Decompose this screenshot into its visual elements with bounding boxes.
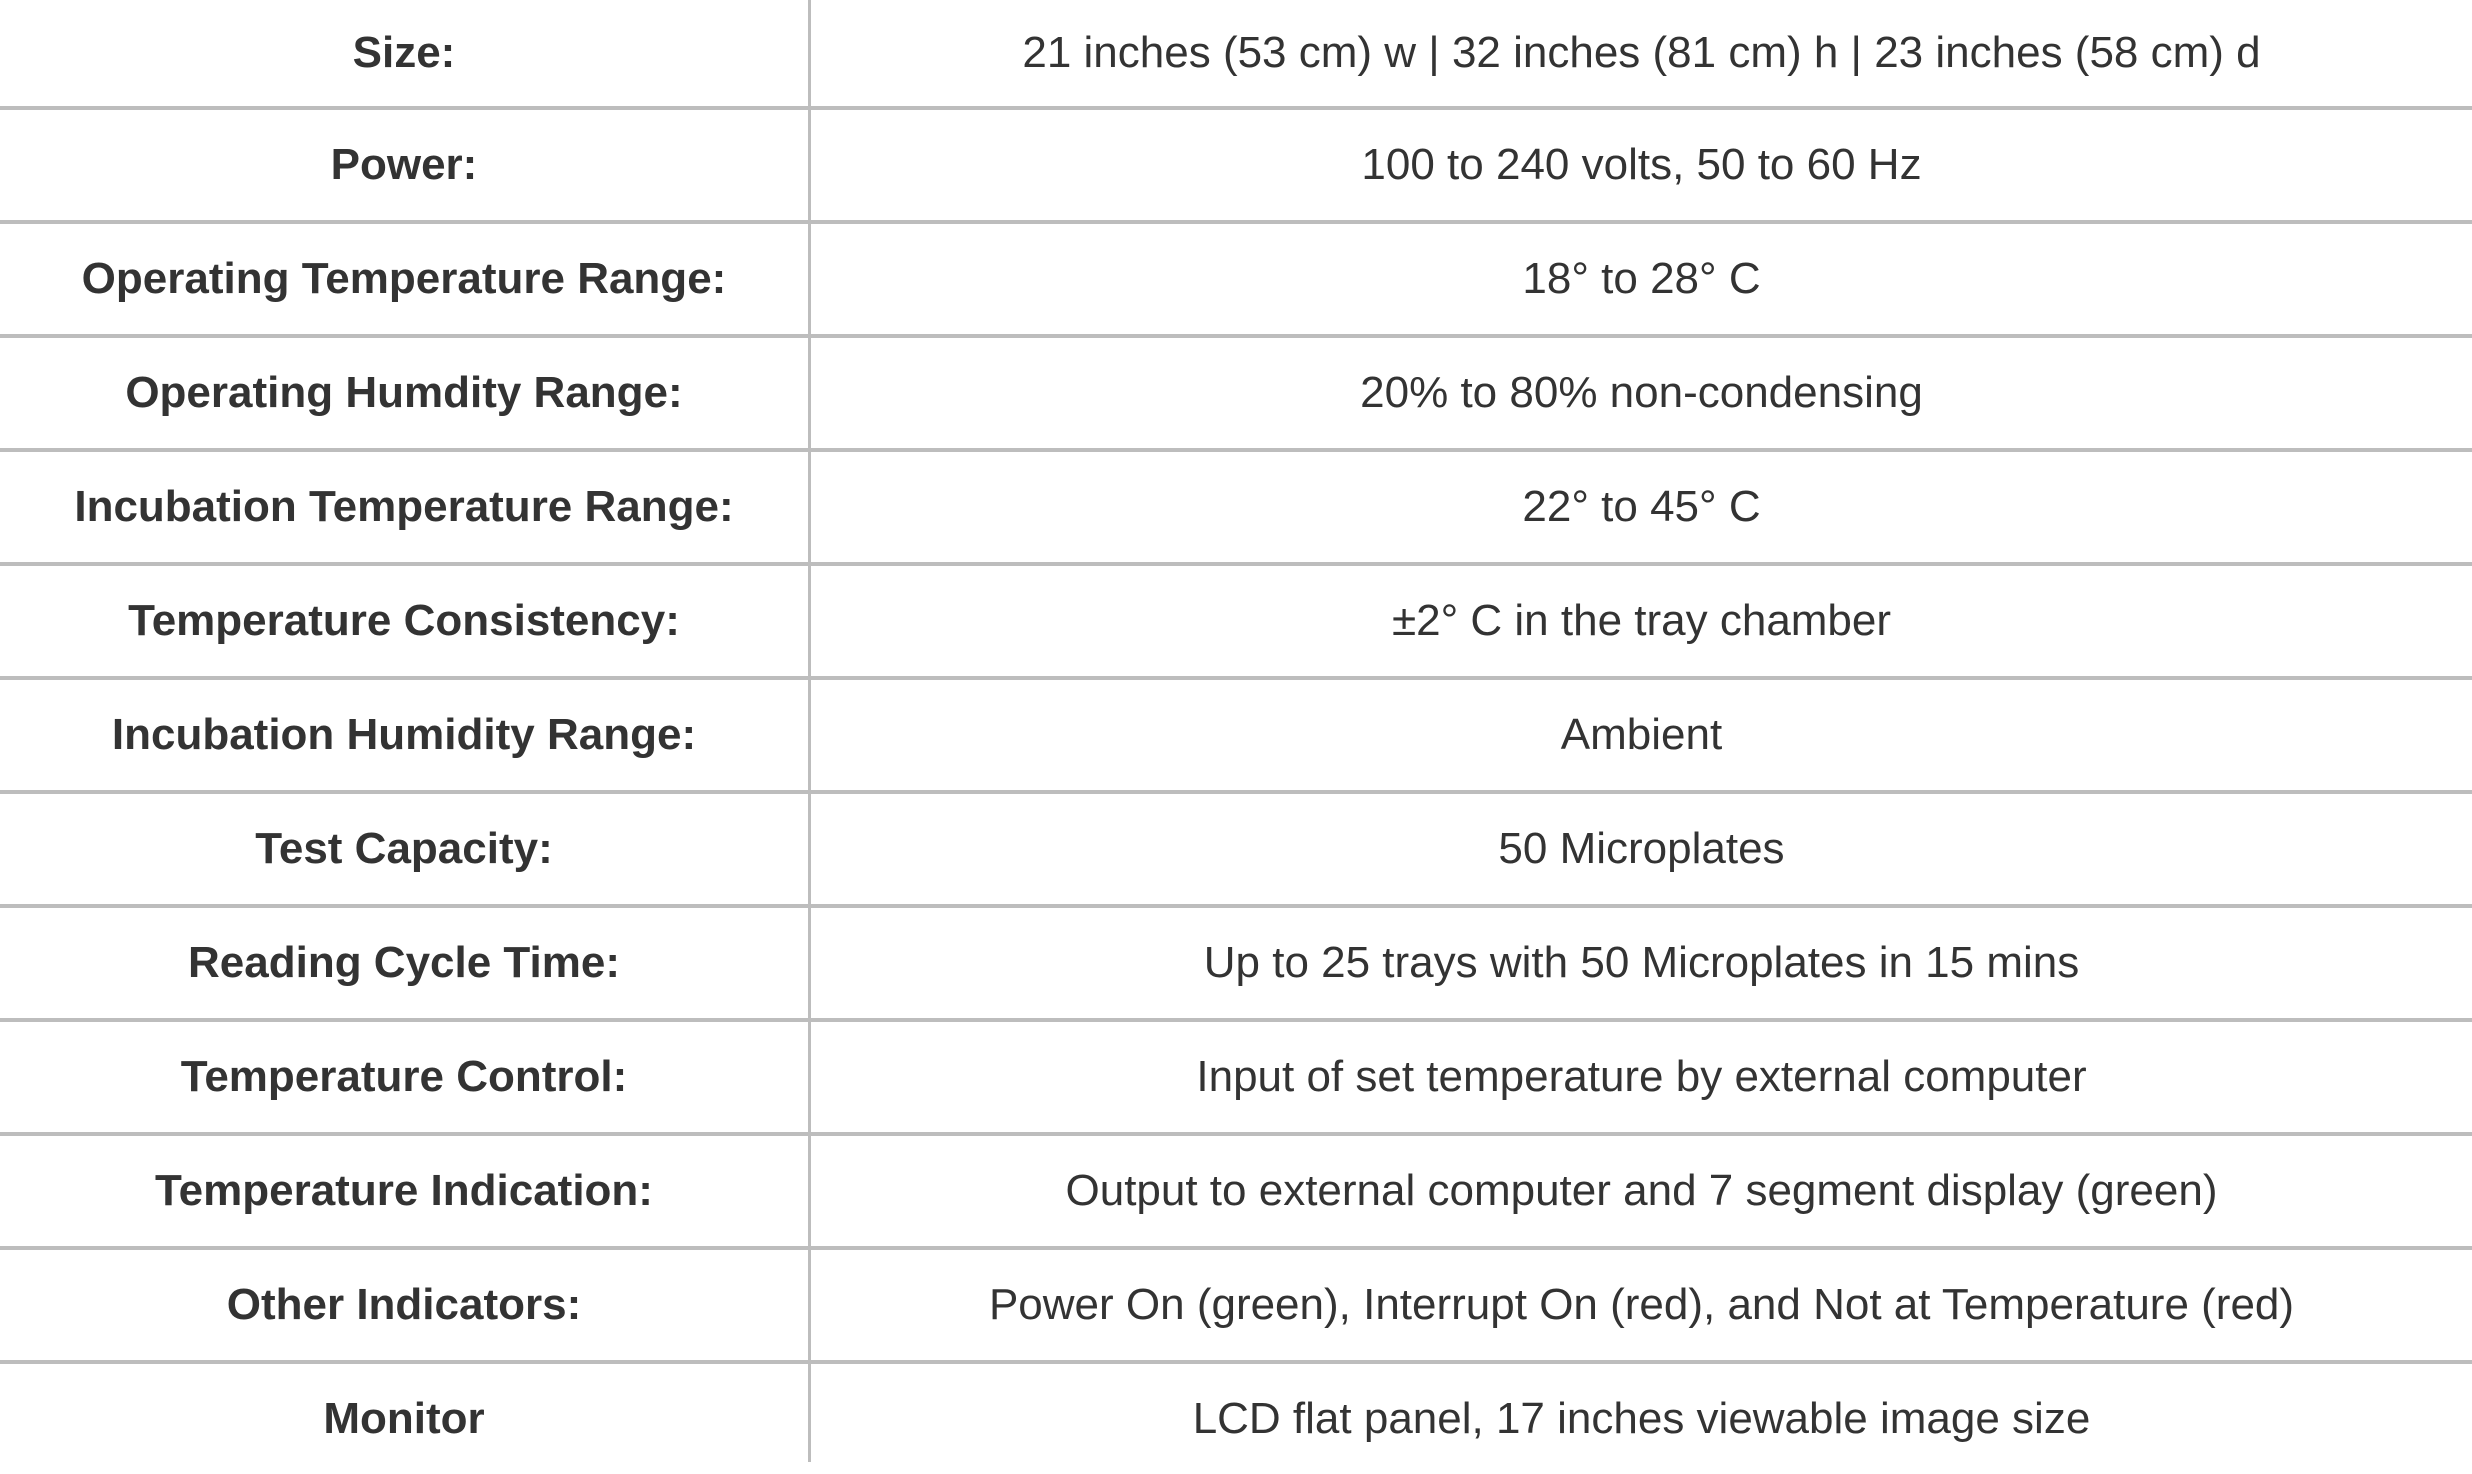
- table-row: [0, 566, 2472, 676]
- table-row: [0, 1364, 2472, 1474]
- table-row: [0, 1250, 2472, 1360]
- spec-label: Temperature Indication:: [155, 1166, 653, 1215]
- table-row: [0, 110, 2472, 220]
- spec-value: 18° to 28° C: [1522, 254, 1761, 303]
- spec-value: LCD flat panel, 17 inches viewable image size: [1192, 1394, 2091, 1443]
- spec-value: Up to 25 trays with 50 Microplates in 15 mins: [1203, 938, 2080, 987]
- spec-value: Power On (green), Interrupt On (red), and Not at Temperature (red): [988, 1280, 2295, 1329]
- spec-value: 20% to 80% non-condensing: [1360, 368, 1923, 417]
- spec-value: Output to external computer and 7 segment display (green): [1065, 1166, 2218, 1215]
- spec-label: Other Indicators:: [226, 1280, 582, 1329]
- table-row: [0, 908, 2472, 1018]
- spec-label: Operating Temperature Range:: [81, 254, 727, 303]
- spec-label: Temperature Control:: [180, 1052, 628, 1101]
- spec-value: 22° to 45° C: [1522, 482, 1761, 531]
- spec-value: 21 inches (53 cm) w | 32 inches (81 cm) h | 23 inches (58 cm) d: [1022, 28, 2261, 77]
- table-row: [0, 452, 2472, 562]
- table-row: [0, 1022, 2472, 1132]
- spec-value: 50 Microplates: [1498, 824, 1785, 873]
- spec-value: ±2° C in the tray chamber: [1391, 596, 1892, 645]
- spec-label: Operating Humdity Range:: [125, 368, 683, 417]
- spec-label: Size:: [352, 28, 456, 77]
- spec-label: Incubation Temperature Range:: [74, 482, 734, 531]
- table-row: [0, 680, 2472, 790]
- spec-label: Power:: [330, 140, 478, 189]
- spec-label: Incubation Humidity Range:: [111, 710, 697, 759]
- spec-label: Reading Cycle Time:: [188, 938, 620, 987]
- spec-value: Ambient: [1560, 710, 1723, 759]
- spec-label: Monitor: [323, 1394, 485, 1443]
- spec-value: Input of set temperature by external computer: [1196, 1052, 2087, 1101]
- table-row: [0, 224, 2472, 334]
- table-row: [0, 794, 2472, 904]
- table-row: [0, 1136, 2472, 1246]
- table-row: [0, 338, 2472, 448]
- spec-label: Temperature Consistency:: [128, 596, 680, 645]
- table-row: [0, 0, 2472, 106]
- spec-value: 100 to 240 volts, 50 to 60 Hz: [1361, 140, 1922, 189]
- spec-label: Test Capacity:: [255, 824, 553, 873]
